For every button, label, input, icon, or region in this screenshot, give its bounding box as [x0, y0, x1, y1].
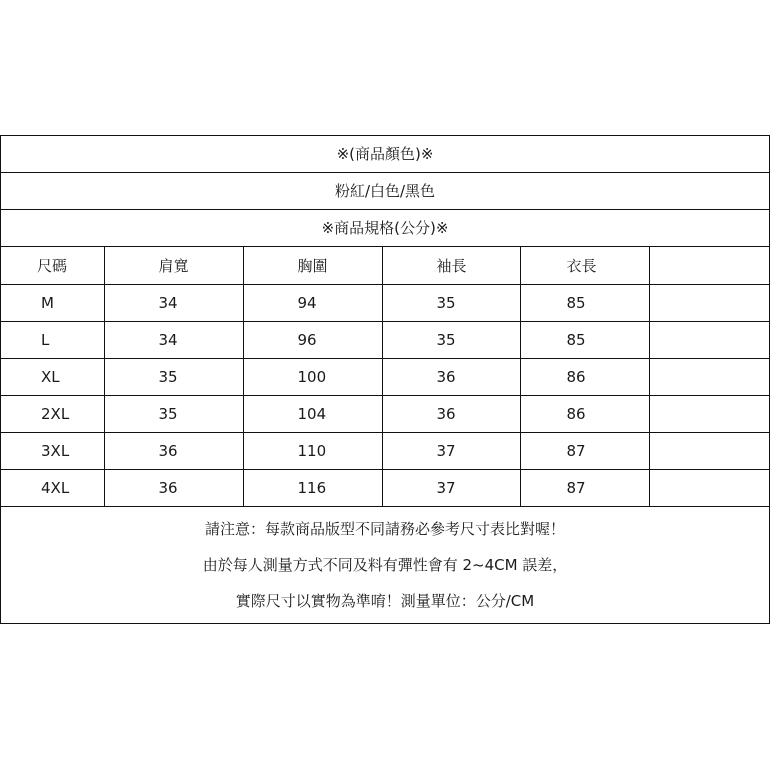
- table-row: [1, 469, 769, 506]
- chest-cell: 104: [243, 395, 382, 432]
- empty-cell: [649, 358, 769, 395]
- size-cell: M: [1, 284, 104, 321]
- column-header-chest: 胸圍: [243, 247, 382, 284]
- shoulder-cell: 36: [104, 432, 243, 469]
- sleeve-cell: 37: [382, 469, 520, 506]
- shoulder-cell: 34: [104, 321, 243, 358]
- length-cell: 86: [520, 395, 649, 432]
- table-row: [1, 395, 769, 432]
- size-cell: 4XL: [1, 469, 104, 506]
- chest-cell: 96: [243, 321, 382, 358]
- length-cell: 86: [520, 358, 649, 395]
- chest-cell: 116: [243, 469, 382, 506]
- table-row: [1, 321, 769, 358]
- size-table: [1, 247, 769, 507]
- chest-cell: 94: [243, 284, 382, 321]
- chest-cell: 100: [243, 358, 382, 395]
- column-header-size: 尺碼: [1, 247, 104, 284]
- size-spec-title: ※商品規格(公分)※: [1, 210, 769, 247]
- color-title: ※(商品顏色)※: [1, 136, 769, 173]
- column-header-length: 衣長: [520, 247, 649, 284]
- length-cell: 85: [520, 284, 649, 321]
- shoulder-cell: 35: [104, 358, 243, 395]
- notes-section: [1, 507, 769, 623]
- size-chart: [0, 135, 770, 624]
- shoulder-cell: 35: [104, 395, 243, 432]
- note-line: 請注意：每款商品版型不同請務必參考尺寸表比對喔！: [204, 519, 565, 538]
- sleeve-cell: 37: [382, 432, 520, 469]
- empty-cell: [649, 469, 769, 506]
- length-cell: 87: [520, 432, 649, 469]
- sleeve-cell: 35: [382, 321, 520, 358]
- column-header-shoulder: 肩寬: [104, 247, 243, 284]
- shoulder-cell: 34: [104, 284, 243, 321]
- note-line: 由於每人測量方式不同及料有彈性會有 2~4CM 誤差，: [202, 555, 568, 574]
- empty-cell: [649, 284, 769, 321]
- sleeve-cell: 36: [382, 395, 520, 432]
- size-cell: XL: [1, 358, 104, 395]
- table-row: [1, 284, 769, 321]
- empty-cell: [649, 395, 769, 432]
- length-cell: 85: [520, 321, 649, 358]
- note-line: 實際尺寸以實物為準唷！測量單位：公分/CM: [235, 591, 535, 610]
- length-cell: 87: [520, 469, 649, 506]
- size-cell: L: [1, 321, 104, 358]
- table-row: [1, 432, 769, 469]
- column-header-sleeve: 袖長: [382, 247, 520, 284]
- column-header-empty: [649, 247, 769, 284]
- color-options: 粉紅/白色/黑色: [1, 173, 769, 210]
- empty-cell: [649, 432, 769, 469]
- chest-cell: 110: [243, 432, 382, 469]
- sleeve-cell: 35: [382, 284, 520, 321]
- sleeve-cell: 36: [382, 358, 520, 395]
- size-cell: 3XL: [1, 432, 104, 469]
- table-header-row: [1, 247, 769, 284]
- empty-cell: [649, 321, 769, 358]
- table-row: [1, 358, 769, 395]
- size-cell: 2XL: [1, 395, 104, 432]
- shoulder-cell: 36: [104, 469, 243, 506]
